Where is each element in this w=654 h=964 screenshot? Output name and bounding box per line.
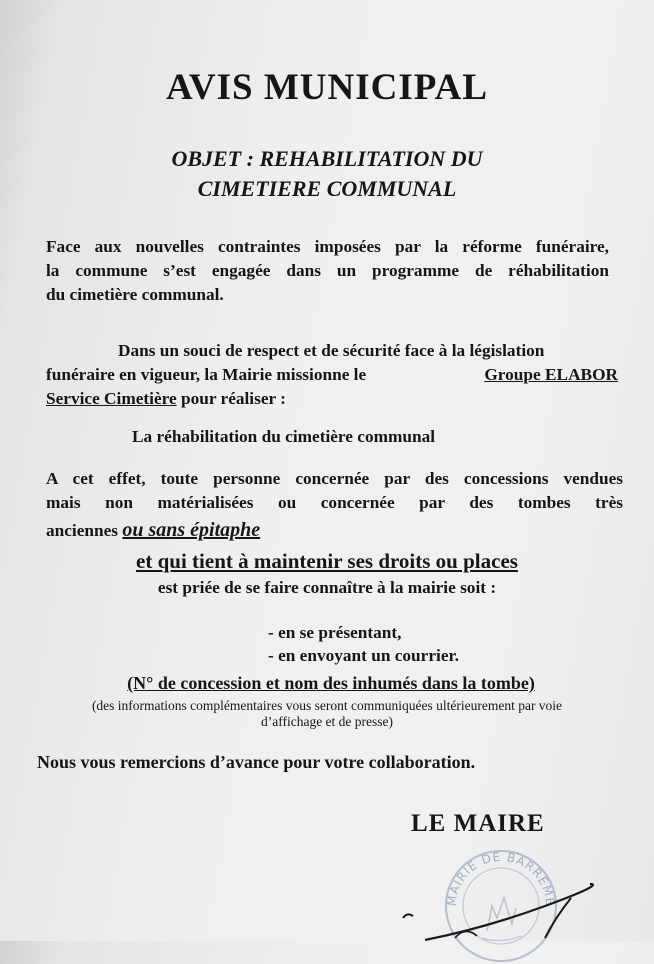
subject-line: La réhabilitation du cimetière communal bbox=[132, 427, 436, 446]
info-line-2: d’affichage et de presse) bbox=[260, 714, 394, 729]
object-line-2: CIMETIERE COMMUNAL bbox=[197, 176, 457, 201]
notice-line-2: mais non matérialisées ou concernée par des tombes très bbox=[46, 493, 623, 512]
notice-line-3 bbox=[46, 519, 260, 542]
page-title: AVIS MUNICIPAL bbox=[165, 67, 489, 108]
mission-line-3 bbox=[46, 389, 286, 409]
notice-line-1: A cet effet, toute personne concernée par des concessions vendues bbox=[46, 469, 623, 488]
mission-line-3-text: pour réaliser : bbox=[176, 389, 286, 408]
company-service: Service Cimetière bbox=[46, 389, 177, 408]
notice-line-5: est priée de se faire connaître à la mairie soit : bbox=[157, 578, 497, 597]
intro-line-2: la commune s’est engagée dans un programme de réhabilitation bbox=[46, 261, 609, 280]
signature-scrawl bbox=[395, 878, 605, 941]
info-line-1: (des informations complémentaires vous seront communiquées ultérieurement par voie bbox=[91, 698, 563, 713]
notice-line-3-text: anciennes bbox=[46, 521, 123, 540]
notice-line-4: et qui tient à maintenir ses droits ou places bbox=[136, 549, 518, 573]
mission-line-2 bbox=[46, 365, 618, 385]
object-line-1: OBJET : REHABILITATION DU bbox=[171, 146, 483, 171]
notice-emphasis: ou sans épitaphe bbox=[122, 519, 261, 541]
mission-line-2-text: funéraire en vigueur, la Mairie missionne le bbox=[46, 365, 367, 384]
company-name: Groupe ELABOR bbox=[484, 365, 618, 384]
intro-line-1: Face aux nouvelles contraintes imposées par la réforme funéraire, bbox=[46, 237, 609, 256]
signature-title: LE MAIRE bbox=[411, 810, 545, 837]
mission-line-1: Dans un souci de respect et de sécurité face à la législation bbox=[118, 341, 545, 360]
intro-line-3: du cimetière communal. bbox=[46, 285, 224, 304]
stamp-text: MAIRIE DE BARREME bbox=[444, 849, 558, 907]
option-in-person: - en se présentant, bbox=[268, 623, 402, 642]
requirement-line: (N° de concession et nom des inhumés dans la tombe) bbox=[127, 673, 535, 693]
thanks-line: Nous vous remercions d’avance pour votre collaboration. bbox=[37, 752, 476, 772]
option-by-mail: - en envoyant un courrier. bbox=[268, 646, 459, 665]
